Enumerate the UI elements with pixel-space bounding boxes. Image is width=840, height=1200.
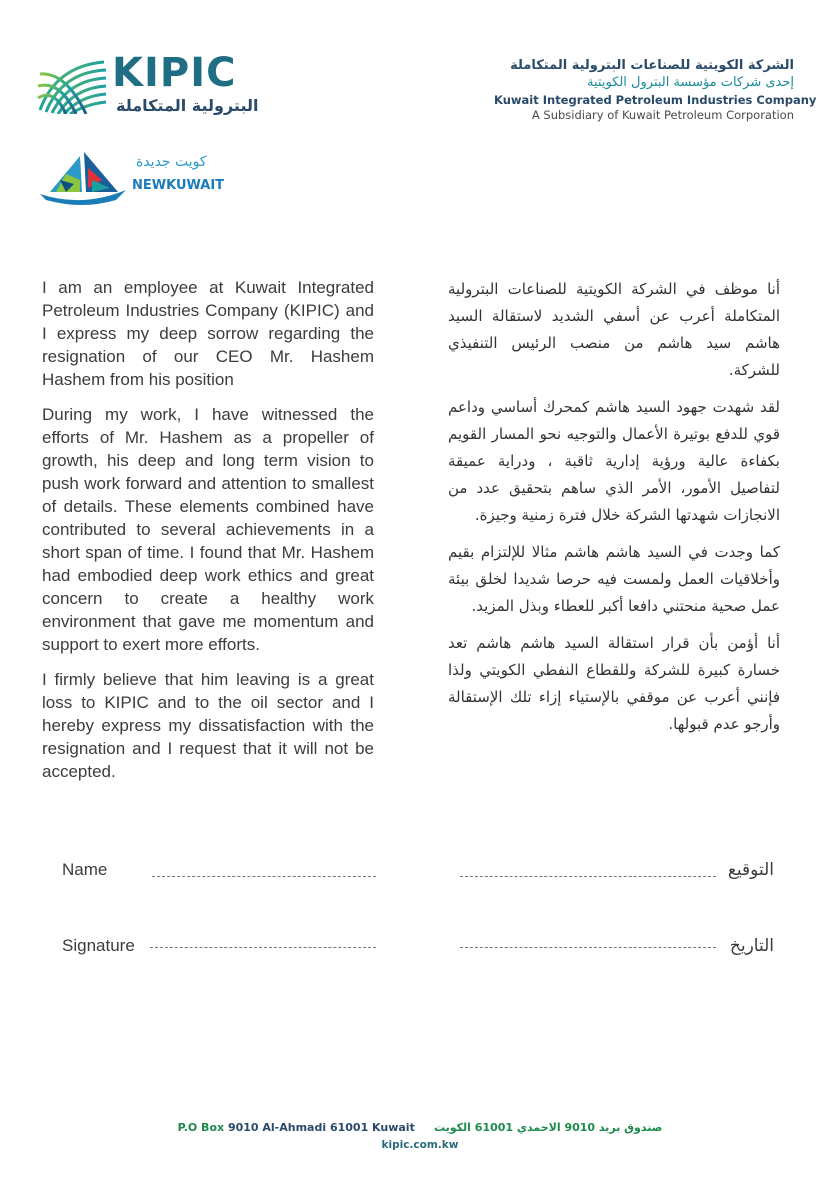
company-name-english: Kuwait Integrated Petroleum Industries Company [494,93,817,107]
signature-field-line[interactable] [150,947,376,948]
kipic-logo-text: KIPIC [112,50,237,96]
company-name-block [494,58,817,122]
kipic-logo [36,52,261,124]
company-name-arabic: الشركة الكويتية للصناعات البترولية المتكاملة [510,58,794,73]
footer-website: kipic.com.kw [381,1139,459,1151]
name-field-line[interactable] [152,876,376,877]
date-label-arabic: التاريخ [729,936,774,956]
letter-body-english [42,276,374,795]
date-field-line[interactable] [460,947,716,948]
arabic-paragraph-2: لقد شهدت جهود السيد هاشم كمحرك أساسي وداعم قوي للدفع بوتيرة الأعمال والتوجيه نحو المسار القويم بكفاءة عالية ورؤية إدارية ثاقبة ، ودراية عميقة لتفاصيل الأمور، الأمر الذي ساهم بتحقيق عدد من الانجازات شهدتها الشركة خلال فترة زمنية وجيزة. [448,398,780,524]
dhow-boat-icon [36,150,128,206]
letter-body-arabic [448,276,780,748]
footer-po-address: 9010 Al-Ahmadi 61001 Kuwait [227,1121,415,1134]
newkuwait-logo [36,150,236,206]
english-paragraph-3: I firmly believe that him leaving is a great loss to KIPIC and to the oil sector and I hereby express my dissatisfaction with the resignation and I request that it will not be accepted. [42,670,374,781]
english-paragraph-2: During my work, I have witnessed the efforts of Mr. Hashem as a propeller of growth, his deep and long term vision to push work forward and attention to smallest of details. These elements combined have contributed to several achievements in a short span of time. I found that Mr. Hashem had embodied deep work ethics and great concern to create a healthy work environment that gave me momentum and support to exert more efforts. [42,405,374,654]
arabic-paragraph-3: كما وجدت في السيد هاشم هاشم مثالا للإلتزام بقيم وأخلاقيات العمل ولمست فيه حرصا شديدا لخلق بيئة عمل صحية منحتني دافعا أكبر للعطاء وبذل المزيد. [448,543,780,615]
signature-arabic-field-line[interactable] [460,876,716,877]
arabic-paragraph-1: أنا موظف في الشركة الكويتية للصناعات البترولية المتكاملة أعرب عن أسفي الشديد لاستقالة السيد هاشم سيد هاشم من منصب الرئيس التنفيذي للشركة. [448,280,780,379]
company-subsidiary-english: A Subsidiary of Kuwait Petroleum Corporation [531,108,794,122]
arabic-paragraph-4: أنا أؤمن بأن قرار استقالة السيد هاشم هاشم تعد خسارة كبيرة للشركة وللقطاع النفطي الكويتي ولذا فإنني أعرب عن موقفي بالإستياء إزاء تلك الإستقالة وأرجو عدم قبولها. [448,634,780,733]
english-paragraph-1: I am an employee at Kuwait Integrated Petroleum Industries Company (KIPIC) and I express my deep sorrow regarding the resignation of our CEO Mr. Hashem Hashem from his position [42,278,374,389]
footer-po-arabic: صندوق بريد 9010 الاحمدي 61001 الكويت [433,1121,663,1134]
footer-address [0,1121,840,1134]
company-subsidiary-arabic: إحدى شركات مؤسسة البترول الكويتية [587,75,794,90]
signature-label: Signature [62,936,135,955]
name-label: Name [62,860,108,879]
newkuwait-text: NEWKUWAIT [132,178,225,193]
signature-label-arabic: التوقيع [727,860,774,880]
newkuwait-arabic: كويت جديدة [136,154,207,170]
kipic-logo-arabic: البترولية المتكاملة [116,96,259,115]
kipic-logo-mark-icon [36,58,108,114]
footer-po-prefix: P.O Box [177,1121,225,1134]
